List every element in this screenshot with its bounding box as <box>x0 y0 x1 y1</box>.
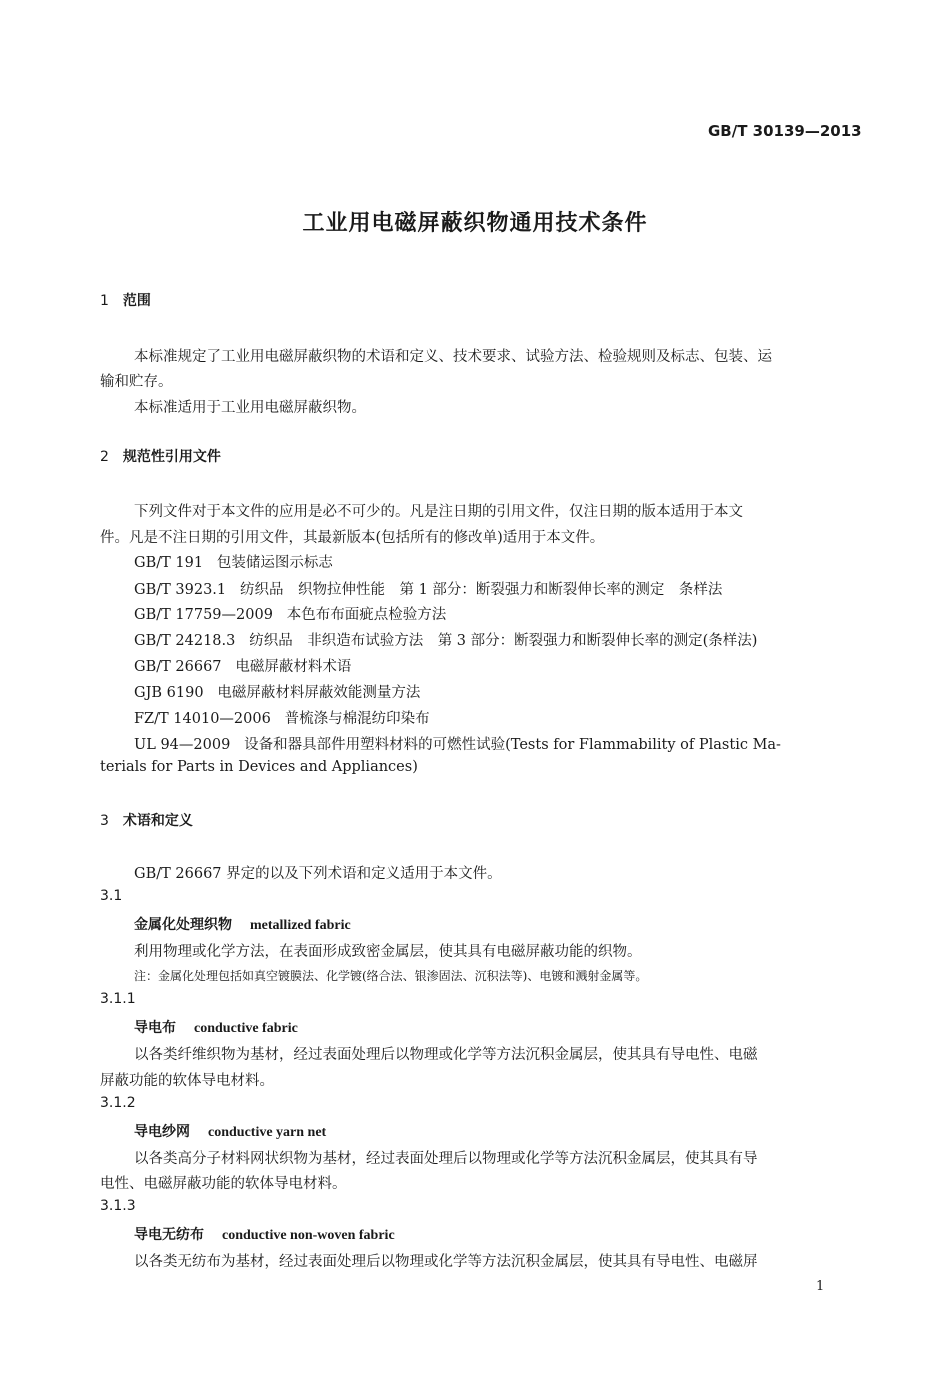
reference-title: 电磁屏蔽材料术语 <box>235 659 352 675</box>
term-definition: 以各类高分子材料网状织物为基材，经过表面处理后以物理或化学等方法沉积金属层，使其具有导 <box>134 1151 758 1167</box>
term-number: 3.1.1 <box>100 991 136 1007</box>
paragraph-line: GB/T 26667 界定的以及下列术语和定义适用于本文件。 <box>134 866 502 882</box>
reference-title: 纺织品 非织造布试验方法 第 3 部分：断裂强力和断裂伸长率的测定(条样法) <box>249 633 758 649</box>
term-definition: 利用物理或化学方法，在表面形成致密金属层，使其具有电磁屏蔽功能的织物。 <box>134 944 642 960</box>
term-en: conductive fabric <box>194 1021 298 1036</box>
term-note: 注：金属化处理包括如真空镀膜法、化学镀(络合法、银渗固法、沉积法等)、电镀和溅射金属等。 <box>134 969 648 983</box>
reference-item <box>134 655 351 676</box>
reference-title: 纺织品 织物拉伸性能 第 1 部分：断裂强力和断裂伸长率的测定 条样法 <box>239 582 723 598</box>
reference-title: 普梳涤与棉混纺印染布 <box>284 711 430 727</box>
paragraph-line: 输和贮存。 <box>100 374 173 390</box>
section-3-heading <box>100 810 193 830</box>
reference-title: 设备和器具部件用塑料材料的可燃性试验(Tests for Flammability of Plastic Ma- <box>244 737 781 753</box>
term-zh: 导电布 <box>134 1020 176 1036</box>
section-1-heading <box>100 290 151 310</box>
reference-code: GB/T 24218.3 <box>134 633 236 649</box>
reference-code: GB/T 3923.1 <box>134 582 227 598</box>
paragraph-line: 件。凡是不注日期的引用文件，其最新版本(包括所有的修改单)适用于本文件。 <box>100 530 605 546</box>
term-definition: 电性、电磁屏蔽功能的软体导电材料。 <box>100 1176 347 1192</box>
reference-title: 电磁屏蔽材料屏蔽效能测量方法 <box>217 685 421 701</box>
section-number: 2 <box>100 449 109 465</box>
paragraph-line: 本标准适用于工业用电磁屏蔽织物。 <box>134 400 366 416</box>
reference-title: 包装储运图示标志 <box>216 555 333 571</box>
reference-code: GJB 6190 <box>134 685 204 701</box>
term-definition: 以各类纤维织物为基材，经过表面处理后以物理或化学等方法沉积金属层，使其具有导电性、电磁 <box>134 1047 758 1063</box>
term-zh: 金属化处理织物 <box>134 917 232 933</box>
term-definition: 屏蔽功能的软体导电材料。 <box>100 1073 274 1089</box>
term-number: 3.1 <box>100 888 123 904</box>
term-heading <box>134 1017 298 1037</box>
term-en: metallized fabric <box>250 918 351 933</box>
section-2-heading <box>100 446 221 466</box>
reference-code: UL 94—2009 <box>134 737 231 753</box>
section-number: 3 <box>100 813 109 829</box>
page-number: 1 <box>816 1279 825 1294</box>
reference-item <box>134 733 781 754</box>
reference-code: GB/T 17759—2009 <box>134 607 273 623</box>
section-title: 术语和定义 <box>122 813 193 829</box>
reference-item <box>134 551 333 572</box>
term-zh: 导电纱网 <box>134 1124 190 1140</box>
section-title: 规范性引用文件 <box>122 449 221 465</box>
reference-code: GB/T 26667 <box>134 659 222 675</box>
paragraph-line: 下列文件对于本文件的应用是必不可少的。凡是注日期的引用文件，仅注日期的版本适用于本文 <box>134 504 743 520</box>
term-heading <box>134 1121 326 1141</box>
section-title: 范围 <box>122 293 151 309</box>
standard-number: GB/T 30139—2013 <box>708 122 862 140</box>
term-number: 3.1.3 <box>100 1198 136 1214</box>
reference-item <box>134 707 430 728</box>
reference-item <box>134 629 757 650</box>
term-en: conductive yarn net <box>208 1125 327 1140</box>
section-number: 1 <box>100 293 109 309</box>
reference-item <box>134 681 420 702</box>
reference-continuation: terials for Parts in Devices and Appliances) <box>100 759 418 775</box>
page-title: 工业用电磁屏蔽织物通用技术条件 <box>302 211 648 236</box>
paragraph-line: 本标准规定了工业用电磁屏蔽织物的术语和定义、技术要求、试验方法、检验规则及标志、包装、运 <box>134 349 772 365</box>
reference-item <box>134 578 722 599</box>
term-en: conductive non-woven fabric <box>222 1228 395 1243</box>
term-definition: 以各类无纺布为基材，经过表面处理后以物理或化学等方法沉积金属层，使其具有导电性、电磁屏 <box>134 1254 758 1270</box>
reference-code: GB/T 191 <box>134 555 204 571</box>
term-heading <box>134 914 351 934</box>
reference-title: 本色布布面疵点检验方法 <box>286 607 447 623</box>
term-heading <box>134 1224 395 1244</box>
term-zh: 导电无纺布 <box>134 1227 204 1243</box>
reference-code: FZ/T 14010—2006 <box>134 711 271 727</box>
term-number: 3.1.2 <box>100 1095 136 1111</box>
reference-item <box>134 603 446 624</box>
